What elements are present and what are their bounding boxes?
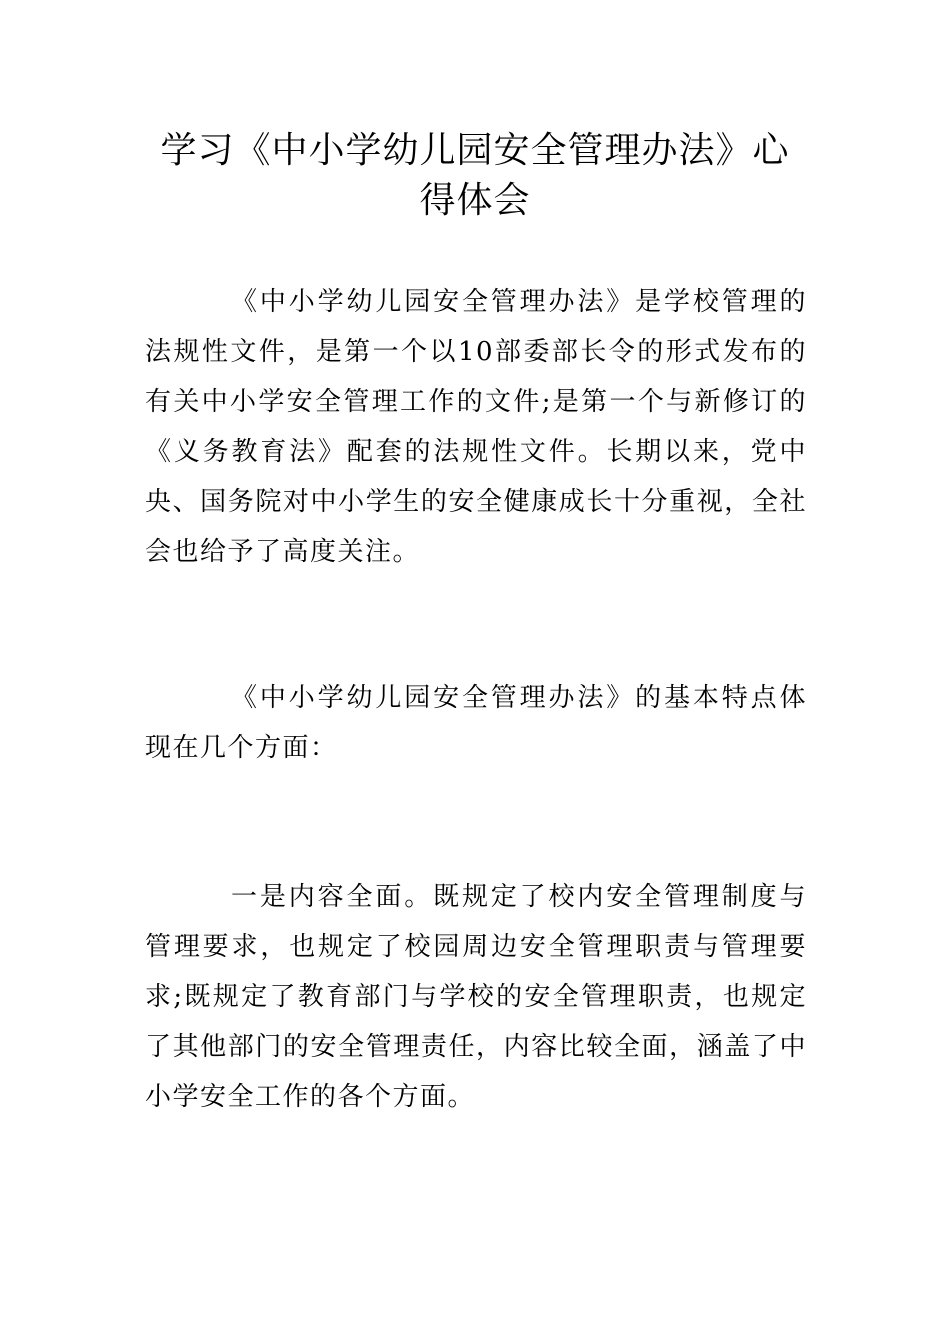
paragraph-features-intro: 《中小学幼儿园安全管理办法》的基本特点体现在几个方面： bbox=[145, 683, 807, 763]
document-title: 学习《中小学幼儿园安全管理办法》心得体会 bbox=[160, 130, 790, 221]
paragraph-point-one: 一是内容全面。既规定了校内安全管理制度与管理要求，也规定了校园周边安全管理职责与管理要求;既规定了教育部门与学校的安全管理职责，也规定了其他部门的安全管理责任，内容比较全面，涵盖了中小学安全工作的各个方面。 bbox=[145, 882, 807, 1112]
paragraph-intro: 《中小学幼儿园安全管理办法》是学校管理的法规性文件，是第一个以10部委部长令的形式发布的有关中小学安全管理工作的文件;是第一个与新修订的《义务教育法》配套的法规性文件。长期以来，党中央、国务院对中小学生的安全健康成长十分重视，全社会也给予了高度关注。 bbox=[145, 287, 807, 567]
